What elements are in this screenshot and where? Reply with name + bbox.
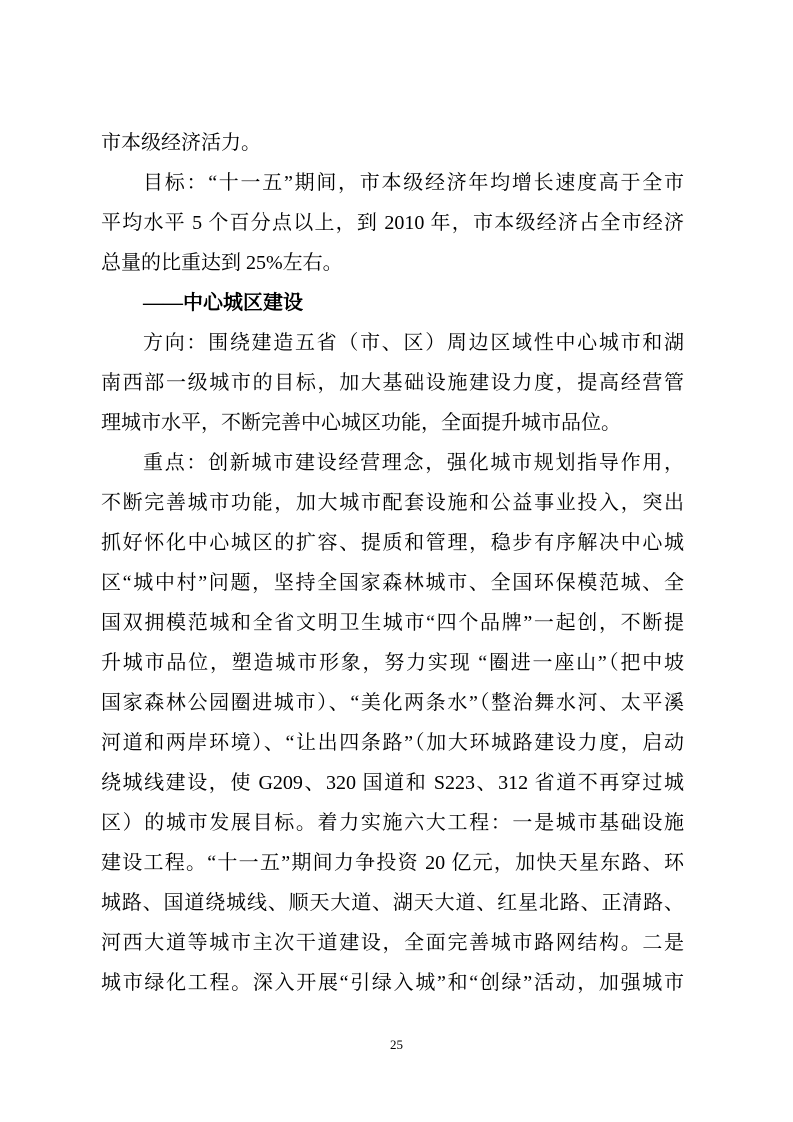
text-line: 国双拥模范城和全省文明卫生城市“四个品牌”一起创，不断提 bbox=[101, 612, 684, 634]
document-body bbox=[101, 123, 684, 1003]
text-line: 不断完善城市功能，加大城市配套设施和公益事业投入，突出 bbox=[101, 492, 684, 514]
text-line: 建设工程。“十一五”期间力争投资 20 亿元，加快天星东路、环 bbox=[101, 852, 684, 874]
paragraph-direction bbox=[101, 323, 684, 443]
text-line: 总量的比重达到 25%左右。 bbox=[101, 252, 343, 274]
text-line: 河西大道等城市主次干道建设，全面完善城市路网结构。二是 bbox=[101, 932, 684, 954]
text-line: 国家森林公园圈进城市）、“美化两条水”（整治舞水河、太平溪 bbox=[101, 692, 684, 714]
section-heading-central-city-construction bbox=[101, 283, 684, 323]
text-line: 南西部一级城市的目标，加大基础设施建设力度，提高经营管 bbox=[101, 372, 684, 394]
text-line: 城市绿化工程。深入开展“引绿入城”和“创绿”活动，加强城市 bbox=[101, 972, 684, 994]
text-line: 抓好怀化中心城区的扩容、提质和管理，稳步有序解决中心城 bbox=[101, 532, 684, 554]
text-line: 目标：“十一五”期间，市本级经济年均增长速度高于全市 bbox=[143, 172, 684, 194]
paragraph-continued-from-previous-page bbox=[101, 123, 684, 163]
text-line: 平均水平 5 个百分点以上，到 2010 年，市本级经济占全市经济 bbox=[101, 212, 684, 234]
text-line: 区“城中村”问题，坚持全国家森林城市、全国环保模范城、全 bbox=[101, 572, 684, 594]
text-line: 重点：创新城市建设经营理念，强化城市规划指导作用， bbox=[143, 452, 684, 474]
paragraph-key-points bbox=[101, 443, 684, 1003]
text-line: 方向：围绕建造五省（市、区）周边区域性中心城市和湖 bbox=[143, 332, 684, 354]
page-number: 25 bbox=[390, 1037, 403, 1052]
text-line: 城路、国道绕城线、顺天大道、湖天大道、红星北路、正清路、 bbox=[101, 892, 684, 914]
text-line: 区）的城市发展目标。着力实施六大工程：一是城市基础设施 bbox=[101, 812, 684, 834]
text-line: ——中心城区建设 bbox=[143, 292, 303, 314]
text-line: 河道和两岸环境）、“让出四条路”（加大环城路建设力度，启动 bbox=[101, 732, 684, 754]
text-line: 绕城线建设，使 G209、320 国道和 S223、312 省道不再穿过城 bbox=[101, 772, 684, 794]
text-line: 升城市品位，塑造城市形象，努力实现 “圈进一座山”（把中坡 bbox=[101, 652, 684, 674]
text-line: 市本级经济活力。 bbox=[101, 132, 261, 154]
paragraph-goal bbox=[101, 163, 684, 283]
text-line: 理城市水平，不断完善中心城区功能，全面提升城市品位。 bbox=[101, 412, 621, 434]
